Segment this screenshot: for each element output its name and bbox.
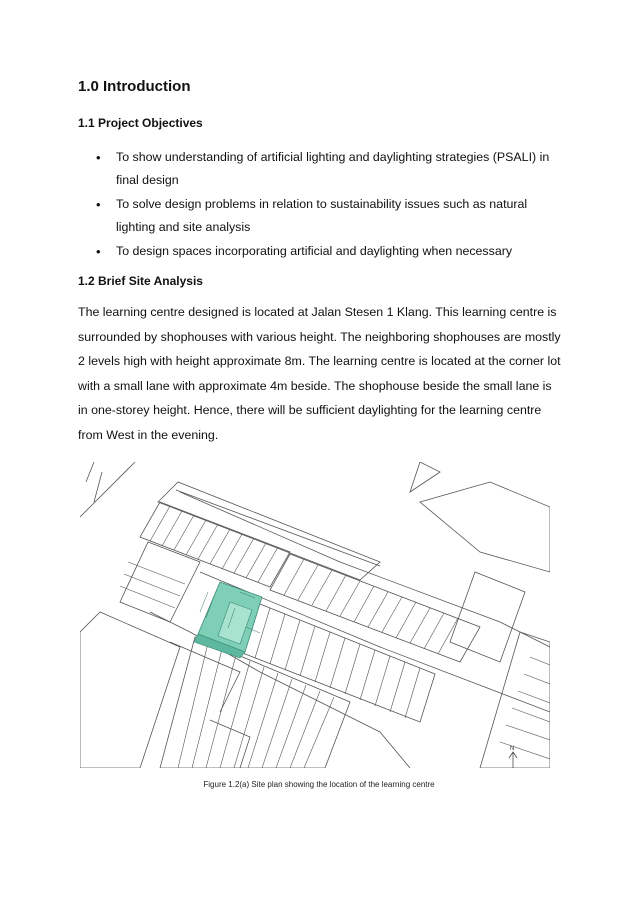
- objectives-list: [78, 146, 568, 264]
- site-plan-drawing: [80, 462, 550, 768]
- section-heading-introduction: 1.0 Introduction: [78, 78, 191, 95]
- north-arrow-icon: [509, 752, 517, 768]
- site-plan-figure: [80, 462, 550, 768]
- objective-item: • To show understanding of artificial lighting and daylighting strategies (PSALI) in final design: [78, 146, 568, 192]
- figure-caption: Figure 1.2(a) Site plan showing the location of the learning centre: [203, 780, 435, 789]
- objective-item: • To solve design problems in relation to sustainability issues such as natural lighting and site analysis: [78, 193, 568, 239]
- subsection-heading-objectives: 1.1 Project Objectives: [78, 116, 203, 130]
- north-label: N: [510, 746, 515, 752]
- site-analysis-paragraph: The learning centre designed is located at Jalan Stesen 1 Klang. This learning centre is surrounded by shophouses with various height. The neighboring shophouses are mostly 2 levels high with height approximate 8m. The learning centre is located at the corner lot with a small lane with approximate 4m beside. The shophouse beside the small lane is in one-storey height. Hence, there will be sufficient daylighting for the learning centre from West in the evening.: [78, 305, 561, 442]
- learning-centre-site: [194, 582, 262, 658]
- subsection-heading-site-analysis: 1.2 Brief Site Analysis: [78, 274, 203, 288]
- objective-item: • To design spaces incorporating artificial and daylighting when necessary: [78, 240, 568, 263]
